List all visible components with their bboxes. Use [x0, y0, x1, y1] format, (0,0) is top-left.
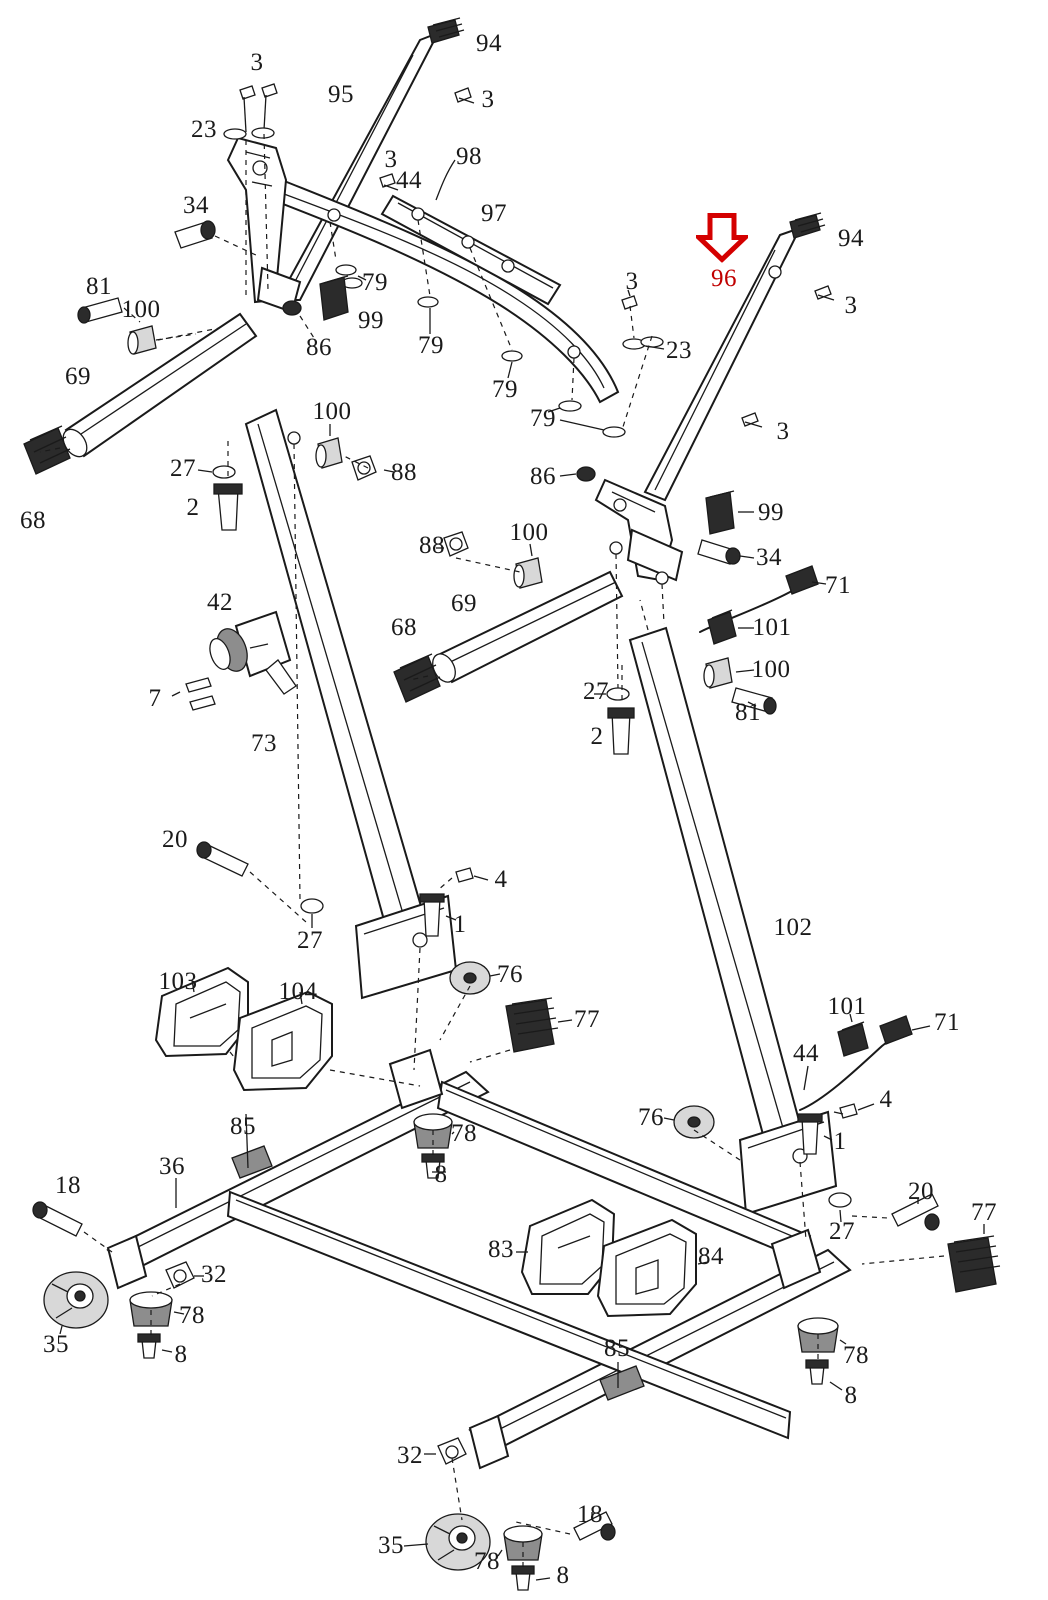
foot-78-center [414, 1114, 454, 1148]
callout-44: 44 [396, 167, 422, 194]
screw-8-bottom [512, 1566, 550, 1590]
base-frame-36 [33, 1050, 850, 1590]
screw-4-left [438, 868, 488, 890]
callout-77: 77 [971, 1199, 997, 1226]
spacer-100-right-mid [514, 544, 542, 588]
callout-35: 35 [378, 1532, 404, 1559]
endcap-77-right [862, 1224, 1000, 1292]
callout-20: 20 [908, 1178, 934, 1205]
foot-78-bottom [498, 1526, 542, 1560]
left-top-joint-bracket [228, 138, 300, 312]
callout-3: 3 [776, 418, 790, 445]
callout-103: 103 [158, 968, 198, 995]
callout-79: 79 [362, 269, 388, 296]
callout-94: 94 [838, 225, 864, 252]
callout-85: 85 [604, 1335, 630, 1362]
callout-96: 96 [711, 265, 737, 292]
screws-7 [172, 678, 215, 710]
wheel-76-left [450, 962, 500, 994]
callout-76: 76 [497, 961, 523, 988]
callout-34: 34 [756, 544, 782, 571]
nut-86-left [283, 301, 314, 338]
callout-42: 42 [207, 589, 233, 616]
callout-97: 97 [481, 200, 507, 227]
bolt-2-right [608, 664, 634, 754]
callout-83: 83 [488, 1236, 514, 1263]
nut-32-bottom [424, 1438, 466, 1464]
callout-3: 3 [481, 86, 495, 113]
spacer-100-right [704, 658, 754, 688]
callout-2: 2 [186, 494, 200, 521]
callout-1: 1 [833, 1128, 847, 1155]
callout-79: 79 [530, 405, 556, 432]
callout-3: 3 [625, 268, 639, 295]
foot-78-left [130, 1292, 184, 1326]
nut-27-left [198, 466, 235, 478]
callout-23: 23 [191, 116, 217, 143]
bolt-20-left [197, 842, 306, 922]
foot-78-right [798, 1318, 846, 1352]
callout-36: 36 [159, 1153, 185, 1180]
callout-101: 101 [827, 993, 867, 1020]
callout-99: 99 [358, 307, 384, 334]
callout-3: 3 [250, 49, 264, 76]
callout-27: 27 [829, 1218, 855, 1245]
callout-69: 69 [65, 363, 91, 390]
grommet-99-left [320, 276, 348, 320]
end-cap-94-right [790, 213, 825, 238]
red-down-arrow-icon [696, 213, 748, 268]
nut-27-left-lower [301, 899, 323, 928]
callout-8: 8 [844, 1382, 858, 1409]
callout-78: 78 [474, 1548, 500, 1575]
right-top-joint-bracket [596, 480, 682, 584]
end-cap-94-left [428, 18, 464, 43]
connector-101-upper [708, 610, 754, 644]
callout-78: 78 [843, 1342, 869, 1369]
callout-18: 18 [577, 1501, 603, 1528]
bolt-2-left [214, 440, 242, 530]
screw-8-left [138, 1334, 172, 1358]
screw-3-right-lower [742, 413, 762, 427]
wheel-35-left [44, 1272, 108, 1334]
callout-3: 3 [844, 292, 858, 319]
callout-8: 8 [434, 1161, 448, 1188]
wire-71-lower [800, 1016, 930, 1110]
callout-100: 100 [121, 296, 161, 323]
callout-8: 8 [556, 1562, 570, 1589]
callout-27: 27 [170, 455, 196, 482]
callout-94: 94 [476, 30, 502, 57]
callout-68: 68 [391, 614, 417, 641]
callout-100: 100 [751, 656, 791, 683]
wheel-76-right [664, 1106, 714, 1138]
callout-78: 78 [179, 1302, 205, 1329]
callout-95: 95 [328, 81, 354, 108]
callout-69: 69 [451, 590, 477, 617]
callout-77: 77 [574, 1006, 600, 1033]
callout-81: 81 [735, 699, 761, 726]
callout-35: 35 [43, 1331, 69, 1358]
nut-88-left [352, 456, 394, 480]
callout-88: 88 [419, 532, 445, 559]
callout-98: 98 [456, 143, 482, 170]
left-leg-73 [172, 410, 500, 998]
callout-44: 44 [793, 1040, 819, 1067]
nut-32-left [166, 1262, 204, 1288]
callout-76: 76 [638, 1104, 664, 1131]
callout-104: 104 [278, 978, 318, 1005]
screw-4-right [834, 1104, 874, 1118]
callout-3: 3 [384, 146, 398, 173]
callout-102: 102 [773, 914, 813, 941]
callout-1: 1 [453, 911, 467, 938]
callout-27: 27 [583, 678, 609, 705]
callout-32: 32 [397, 1442, 423, 1469]
callout-18: 18 [55, 1172, 81, 1199]
callout-84: 84 [698, 1243, 724, 1270]
callout-68: 68 [20, 507, 46, 534]
cover-84 [598, 1220, 708, 1316]
callout-101: 101 [752, 614, 792, 641]
callout-78: 78 [451, 1120, 477, 1147]
callout-32: 32 [201, 1261, 227, 1288]
endcap-77-left [470, 998, 572, 1062]
callout-86: 86 [306, 334, 332, 361]
callout-4: 4 [494, 866, 508, 893]
callout-79: 79 [418, 332, 444, 359]
nut-86-right [560, 467, 595, 481]
callout-85: 85 [230, 1113, 256, 1140]
callout-23: 23 [666, 337, 692, 364]
callout-86: 86 [530, 463, 556, 490]
callout-100: 100 [312, 398, 352, 425]
callout-2: 2 [590, 723, 604, 750]
bolt-18-left [33, 1202, 112, 1252]
callout-73: 73 [251, 730, 277, 757]
callout-20: 20 [162, 826, 188, 853]
screw-8-right [806, 1360, 842, 1390]
callout-88: 88 [391, 459, 417, 486]
pin-34-right [698, 540, 754, 564]
callout-100: 100 [509, 519, 549, 546]
grommet-99-right [706, 491, 754, 534]
callout-99: 99 [758, 499, 784, 526]
callout-71: 71 [934, 1009, 960, 1036]
callout-71: 71 [825, 572, 851, 599]
callout-79: 79 [492, 376, 518, 403]
callout-4: 4 [879, 1086, 893, 1113]
callout-8: 8 [174, 1341, 188, 1368]
screw-3-right-upper [815, 286, 834, 300]
callout-7: 7 [148, 685, 162, 712]
roller-42-assembly [206, 612, 296, 694]
spacer-100-left-mid [316, 424, 342, 468]
callout-34: 34 [183, 192, 209, 219]
callout-27: 27 [297, 927, 323, 954]
callout-81: 81 [86, 273, 112, 300]
